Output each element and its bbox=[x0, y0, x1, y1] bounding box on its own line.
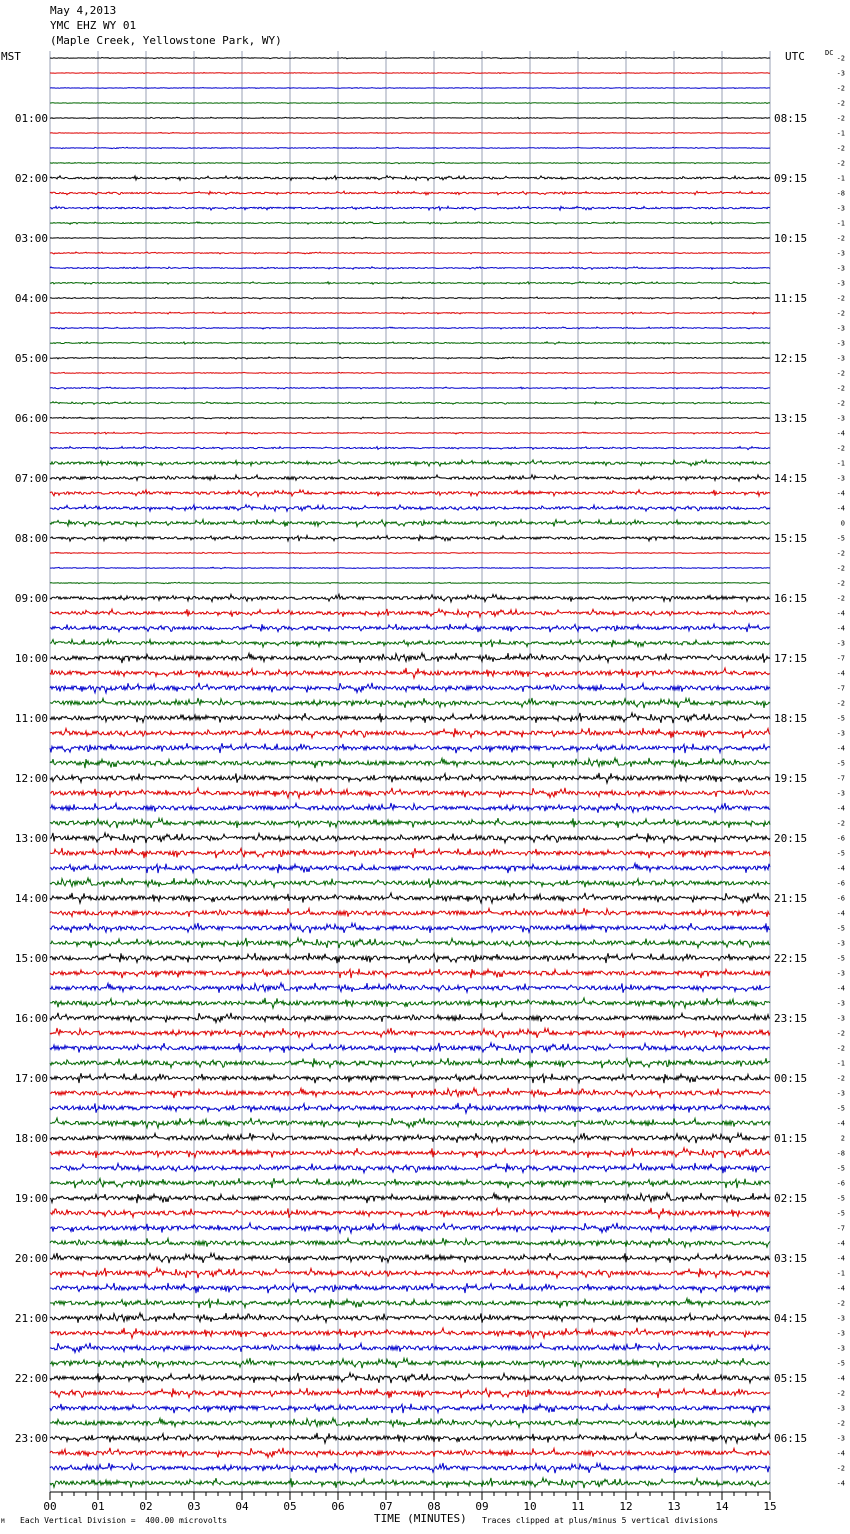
dc-offset-label: -2 bbox=[836, 1419, 845, 1428]
trace-black bbox=[50, 297, 770, 299]
dc-offset-label: -4 bbox=[836, 1254, 845, 1263]
trace-blue bbox=[50, 147, 770, 149]
trace-red bbox=[50, 969, 770, 979]
trace-red bbox=[50, 1448, 770, 1458]
trace-blue bbox=[50, 863, 770, 873]
trace-blue bbox=[50, 743, 770, 753]
trace-blue bbox=[50, 387, 770, 389]
trace-red bbox=[50, 252, 770, 254]
trace-red bbox=[50, 312, 770, 314]
dc-offset-label: -5 bbox=[836, 849, 845, 858]
trace-black bbox=[50, 417, 770, 419]
hour-label-utc: 10:15 bbox=[774, 232, 808, 245]
dc-offset-label: -1 bbox=[836, 1269, 845, 1278]
trace-green bbox=[50, 698, 770, 708]
hour-label-mst: 15:00 bbox=[14, 952, 48, 965]
trace-green bbox=[50, 1298, 770, 1308]
hour-label-mst: 18:00 bbox=[14, 1132, 48, 1145]
dc-offset-label: -1 bbox=[836, 219, 845, 228]
hour-label-utc: 13:15 bbox=[774, 412, 808, 425]
x-tick-label: 14 bbox=[715, 1500, 729, 1513]
trace-green bbox=[50, 640, 770, 648]
dc-offset-label: -2 bbox=[836, 549, 845, 558]
hour-label-utc: 15:15 bbox=[774, 532, 808, 545]
dc-offset-label: -1 bbox=[836, 1059, 845, 1068]
dc-offset-label: -4 bbox=[836, 984, 845, 993]
dc-offset-label: -6 bbox=[836, 894, 845, 903]
dc-offset-label: -2 bbox=[836, 819, 845, 828]
dc-offset-label: -1 bbox=[836, 129, 845, 138]
dc-offset-label: -2 bbox=[836, 1299, 845, 1308]
dc-offset-label: -3 bbox=[836, 414, 845, 423]
dc-offset-label: -4 bbox=[836, 1479, 845, 1488]
trace-black bbox=[50, 1193, 770, 1203]
dc-offset-label: -3 bbox=[836, 69, 845, 78]
trace-blue bbox=[50, 206, 770, 210]
trace-blue bbox=[50, 1404, 770, 1414]
dc-offset-label: -3 bbox=[836, 999, 845, 1008]
trace-blue bbox=[50, 683, 770, 693]
dc-offset-label: 0 bbox=[840, 519, 845, 528]
dc-offset-label: -6 bbox=[836, 834, 845, 843]
dc-offset-label: -2 bbox=[836, 579, 845, 588]
left-timezone-label: MST bbox=[1, 50, 21, 63]
dc-offset-label: -2 bbox=[836, 159, 845, 168]
dc-offset-label: -7 bbox=[836, 684, 845, 693]
hour-label-mst: 14:00 bbox=[14, 892, 48, 905]
hour-label-utc: 00:15 bbox=[774, 1072, 808, 1085]
hour-label-mst: 22:00 bbox=[14, 1372, 48, 1385]
dc-offset-label: -6 bbox=[836, 879, 845, 888]
trace-red bbox=[50, 728, 770, 738]
trace-green bbox=[50, 1238, 770, 1248]
hour-label-utc: 01:15 bbox=[774, 1132, 808, 1145]
x-tick-label: 12 bbox=[619, 1500, 633, 1513]
dc-offset-label: -5 bbox=[836, 534, 845, 543]
dc-offset-label: -2 bbox=[836, 399, 845, 408]
hour-label-utc: 04:15 bbox=[774, 1312, 808, 1325]
trace-red bbox=[50, 552, 770, 554]
dc-offset-label: -2 bbox=[836, 1464, 845, 1473]
hour-label-utc: 22:15 bbox=[774, 952, 808, 965]
trace-blue bbox=[50, 1283, 770, 1293]
hour-label-mst: 11:00 bbox=[14, 712, 48, 725]
trace-red bbox=[50, 1028, 770, 1038]
trace-black bbox=[50, 1373, 770, 1383]
dc-offset-label: -3 bbox=[836, 204, 845, 213]
trace-black bbox=[50, 773, 770, 783]
dc-offset-label: -3 bbox=[836, 1434, 845, 1443]
x-tick-label: 05 bbox=[283, 1500, 297, 1513]
dc-offset-label: -2 bbox=[836, 1044, 845, 1053]
hour-label-utc: 02:15 bbox=[774, 1192, 808, 1205]
trace-red bbox=[50, 490, 770, 497]
trace-black bbox=[50, 893, 770, 903]
dc-offset-label: -3 bbox=[836, 1404, 845, 1413]
dc-offset-label: -4 bbox=[836, 429, 845, 438]
trace-black bbox=[50, 176, 770, 181]
trace-red bbox=[50, 788, 770, 798]
x-tick-label: 06 bbox=[331, 1500, 345, 1513]
dc-offset-label: -4 bbox=[836, 489, 845, 498]
hour-label-utc: 06:15 bbox=[774, 1432, 808, 1445]
hour-label-utc: 23:15 bbox=[774, 1012, 808, 1025]
trace-black bbox=[50, 357, 770, 359]
hour-label-mst: 05:00 bbox=[14, 352, 48, 365]
x-tick-label: 08 bbox=[427, 1500, 441, 1513]
corner-mark: M bbox=[1, 1518, 5, 1525]
dc-offset-label: -1 bbox=[836, 459, 845, 468]
dc-offset-label: -2 bbox=[836, 144, 845, 153]
hour-label-utc: 12:15 bbox=[774, 352, 808, 365]
dc-offset-label: -8 bbox=[836, 1149, 845, 1158]
dc-offset-label: -4 bbox=[836, 1119, 845, 1128]
hour-label-utc: 09:15 bbox=[774, 172, 808, 185]
dc-offset-label: -5 bbox=[836, 714, 845, 723]
dc-offset-label: -2 bbox=[836, 444, 845, 453]
trace-green bbox=[50, 1118, 770, 1128]
dc-offset-label: -2 bbox=[836, 594, 845, 603]
x-tick-label: 13 bbox=[667, 1500, 681, 1513]
trace-red bbox=[50, 1148, 770, 1158]
trace-green bbox=[50, 222, 770, 225]
dc-offset-label: -2 bbox=[836, 234, 845, 243]
hour-label-utc: 19:15 bbox=[774, 772, 808, 785]
dc-offset-label: -3 bbox=[836, 729, 845, 738]
dc-offset-label: -5 bbox=[836, 924, 845, 933]
trace-black bbox=[50, 117, 770, 119]
x-tick-label: 01 bbox=[91, 1500, 105, 1513]
trace-green bbox=[50, 818, 770, 828]
dc-offset-label: -4 bbox=[836, 624, 845, 633]
dc-offset-label: -3 bbox=[836, 1089, 845, 1098]
dc-offset-label: -2 bbox=[836, 1389, 845, 1398]
trace-green bbox=[50, 938, 770, 948]
x-tick-label: 11 bbox=[571, 1500, 585, 1513]
dc-offset-label: -4 bbox=[836, 669, 845, 678]
hour-label-utc: 05:15 bbox=[774, 1372, 808, 1385]
hour-label-mst: 20:00 bbox=[14, 1252, 48, 1265]
trace-blue bbox=[50, 567, 770, 569]
hour-label-utc: 21:15 bbox=[774, 892, 808, 905]
trace-red bbox=[50, 73, 770, 74]
trace-green bbox=[50, 878, 770, 888]
hour-label-utc: 20:15 bbox=[774, 832, 808, 845]
hour-label-utc: 17:15 bbox=[774, 652, 808, 665]
trace-blue bbox=[50, 88, 770, 89]
trace-red bbox=[50, 1328, 770, 1338]
trace-blue bbox=[50, 803, 770, 813]
trace-red bbox=[50, 1388, 770, 1398]
trace-black bbox=[50, 57, 770, 59]
trace-green bbox=[50, 282, 770, 285]
trace-green bbox=[50, 402, 770, 405]
trace-black bbox=[50, 475, 770, 481]
trace-green bbox=[50, 103, 770, 104]
dc-offset-label: -5 bbox=[836, 1164, 845, 1173]
trace-blue bbox=[50, 1103, 770, 1113]
dc-offset-label: -4 bbox=[836, 1284, 845, 1293]
trace-red bbox=[50, 432, 770, 434]
trace-green bbox=[50, 1358, 770, 1368]
hour-label-mst: 09:00 bbox=[14, 592, 48, 605]
trace-green bbox=[50, 1418, 770, 1428]
trace-blue bbox=[50, 1043, 770, 1053]
trace-black bbox=[50, 833, 770, 843]
trace-green bbox=[50, 460, 770, 466]
trace-red bbox=[50, 609, 770, 617]
chart-date: May 4,2013 bbox=[50, 4, 117, 17]
trace-black bbox=[50, 535, 770, 541]
dc-offset-label: -5 bbox=[836, 1194, 845, 1203]
hour-label-utc: 03:15 bbox=[774, 1252, 808, 1265]
trace-red bbox=[50, 372, 770, 373]
hour-label-mst: 06:00 bbox=[14, 412, 48, 425]
dc-offset-label: -4 bbox=[836, 1239, 845, 1248]
hour-label-mst: 19:00 bbox=[14, 1192, 48, 1205]
dc-offset-label: -2 bbox=[836, 1074, 845, 1083]
trace-red bbox=[50, 1268, 770, 1278]
dc-offset-label: -3 bbox=[836, 789, 845, 798]
hour-label-mst: 10:00 bbox=[14, 652, 48, 665]
dc-offset-label: -3 bbox=[836, 324, 845, 333]
hour-label-utc: 11:15 bbox=[774, 292, 808, 305]
dc-offset-label: -4 bbox=[836, 609, 845, 618]
dc-offset-label: -5 bbox=[836, 954, 845, 963]
hour-label-mst: 13:00 bbox=[14, 832, 48, 845]
dc-offset-label: -2 bbox=[836, 1029, 845, 1038]
trace-black bbox=[50, 1313, 770, 1323]
hour-label-mst: 01:00 bbox=[14, 112, 48, 125]
dc-offset-label: -3 bbox=[836, 249, 845, 258]
dc-offset-label: -5 bbox=[836, 1104, 845, 1113]
trace-red bbox=[50, 908, 770, 917]
trace-red bbox=[50, 1208, 770, 1218]
trace-green bbox=[50, 582, 770, 584]
trace-green bbox=[50, 1178, 770, 1188]
trace-black bbox=[50, 953, 770, 963]
clip-note: Traces clipped at plus/minus 5 vertical divisions bbox=[482, 1516, 719, 1525]
x-tick-label: 15 bbox=[763, 1500, 777, 1513]
x-tick-label: 00 bbox=[43, 1500, 57, 1513]
dc-offset-label: -3 bbox=[836, 1344, 845, 1353]
x-tick-label: 02 bbox=[139, 1500, 153, 1513]
hour-label-utc: 14:15 bbox=[774, 472, 808, 485]
trace-red bbox=[50, 848, 770, 858]
trace-blue bbox=[50, 447, 770, 450]
dc-offset-label: -4 bbox=[836, 864, 845, 873]
hour-label-mst: 02:00 bbox=[14, 172, 48, 185]
trace-blue bbox=[50, 327, 770, 329]
hour-label-mst: 21:00 bbox=[14, 1312, 48, 1325]
trace-black bbox=[50, 1253, 770, 1263]
dc-offset-label: -3 bbox=[836, 939, 845, 948]
dc-header-label: DC bbox=[825, 49, 834, 57]
dc-offset-label: -6 bbox=[836, 1179, 845, 1188]
x-tick-label: 09 bbox=[475, 1500, 489, 1513]
dc-offset-label: -3 bbox=[836, 639, 845, 648]
dc-offset-label: -4 bbox=[836, 1449, 845, 1458]
dc-offset-label: -3 bbox=[836, 1314, 845, 1323]
hour-label-mst: 03:00 bbox=[14, 232, 48, 245]
dc-offset-label: -2 bbox=[836, 54, 845, 63]
chart-station: YMC EHZ WY 01 bbox=[50, 19, 137, 32]
trace-red bbox=[50, 133, 770, 134]
x-tick-label: 04 bbox=[235, 1500, 249, 1513]
dc-offset-label: -4 bbox=[836, 1374, 845, 1383]
dc-offset-label: -1 bbox=[836, 174, 845, 183]
dc-offset-label: -2 bbox=[836, 564, 845, 573]
trace-black bbox=[50, 1433, 770, 1443]
trace-red bbox=[50, 668, 770, 678]
dc-offset-label: -4 bbox=[836, 909, 845, 918]
trace-green bbox=[50, 342, 770, 345]
hour-label-mst: 04:00 bbox=[14, 292, 48, 305]
dc-offset-label: -3 bbox=[836, 969, 845, 978]
trace-green bbox=[50, 162, 770, 164]
trace-black bbox=[50, 653, 770, 663]
trace-blue bbox=[50, 983, 770, 993]
dc-offset-label: -3 bbox=[836, 1014, 845, 1023]
trace-blue bbox=[50, 1223, 770, 1233]
dc-offset-label: -7 bbox=[836, 774, 845, 783]
trace-blue bbox=[50, 1343, 770, 1353]
trace-green bbox=[50, 520, 770, 527]
dc-offset-label: -3 bbox=[836, 474, 845, 483]
trace-green bbox=[50, 758, 770, 768]
dc-offset-label: -3 bbox=[836, 279, 845, 288]
x-tick-label: 03 bbox=[187, 1500, 201, 1513]
scale-note: Each Vertical Division = 400.00 microvolts bbox=[20, 1516, 228, 1525]
dc-offset-label: -4 bbox=[836, 804, 845, 813]
dc-offset-label: -4 bbox=[836, 744, 845, 753]
right-timezone-label: UTC bbox=[785, 50, 805, 63]
hour-label-mst: 07:00 bbox=[14, 472, 48, 485]
x-tick-label: 10 bbox=[523, 1500, 537, 1513]
hour-label-mst: 17:00 bbox=[14, 1072, 48, 1085]
trace-blue bbox=[50, 624, 770, 632]
x-axis-title: TIME (MINUTES) bbox=[374, 1512, 467, 1525]
trace-black bbox=[50, 594, 770, 602]
hour-label-mst: 12:00 bbox=[14, 772, 48, 785]
trace-black bbox=[50, 713, 770, 723]
hour-label-utc: 18:15 bbox=[774, 712, 808, 725]
dc-offset-label: -3 bbox=[836, 1329, 845, 1338]
trace-blue bbox=[50, 267, 770, 270]
chart-location: (Maple Creek, Yellowstone Park, WY) bbox=[50, 34, 282, 47]
trace-black bbox=[50, 1013, 770, 1023]
dc-offset-label: -5 bbox=[836, 1209, 845, 1218]
trace-green bbox=[50, 1478, 770, 1488]
hour-label-mst: 08:00 bbox=[14, 532, 48, 545]
trace-blue bbox=[50, 923, 770, 933]
dc-offset-label: -5 bbox=[836, 1359, 845, 1368]
trace-black bbox=[50, 237, 770, 239]
trace-red bbox=[50, 191, 770, 195]
trace-red bbox=[50, 1088, 770, 1098]
dc-offset-label: -2 bbox=[836, 84, 845, 93]
dc-offset-label: -2 bbox=[836, 99, 845, 108]
dc-offset-label: -2 bbox=[836, 309, 845, 318]
dc-offset-label: -8 bbox=[836, 189, 845, 198]
dc-offset-label: -3 bbox=[836, 339, 845, 348]
dc-offset-label: -2 bbox=[836, 294, 845, 303]
trace-blue bbox=[50, 1163, 770, 1173]
dc-offset-label: -2 bbox=[836, 699, 845, 708]
dc-offset-label: -2 bbox=[836, 369, 845, 378]
dc-offset-label: -7 bbox=[836, 1224, 845, 1233]
dc-offset-label: -3 bbox=[836, 264, 845, 273]
trace-black bbox=[50, 1133, 770, 1143]
trace-blue bbox=[50, 505, 770, 512]
trace-blue bbox=[50, 1463, 770, 1473]
hour-label-mst: 16:00 bbox=[14, 1012, 48, 1025]
trace-green bbox=[50, 1058, 770, 1068]
trace-black bbox=[50, 1073, 770, 1083]
hour-label-utc: 08:15 bbox=[774, 112, 808, 125]
dc-offset-label: 2 bbox=[840, 1134, 845, 1143]
dc-offset-label: -2 bbox=[836, 114, 845, 123]
dc-offset-label: -3 bbox=[836, 354, 845, 363]
dc-offset-label: -4 bbox=[836, 504, 845, 513]
trace-green bbox=[50, 998, 770, 1008]
dc-offset-label: -5 bbox=[836, 759, 845, 768]
dc-offset-label: -7 bbox=[836, 654, 845, 663]
hour-label-utc: 16:15 bbox=[774, 592, 808, 605]
hour-label-mst: 23:00 bbox=[14, 1432, 48, 1445]
x-tick-label: 07 bbox=[379, 1500, 393, 1513]
dc-offset-label: -2 bbox=[836, 384, 845, 393]
